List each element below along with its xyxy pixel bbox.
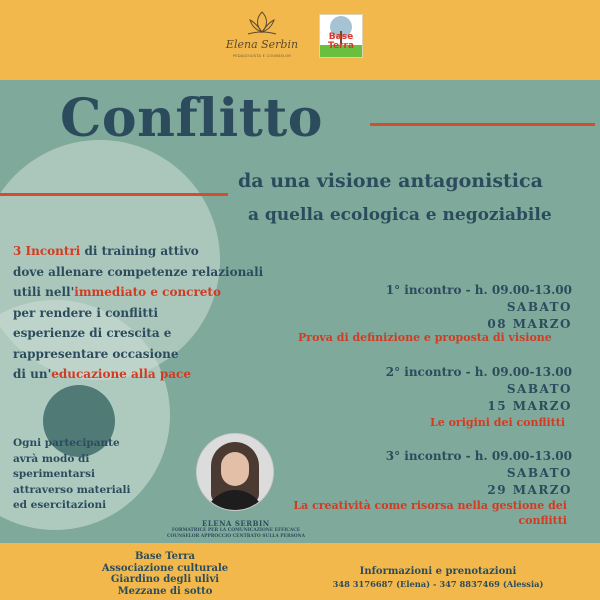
intro-line-4: per rendere i conflitti bbox=[13, 305, 159, 320]
meeting-1-topic: Prova di definizione e proposta di visione bbox=[298, 331, 552, 344]
lotus-icon bbox=[222, 8, 302, 38]
footer-phones: 348 3176687 (Elena) - 347 8837469 (Alessia) bbox=[332, 579, 544, 589]
meeting-3-header: 3° incontro - h. 09.00-13.00 bbox=[385, 449, 572, 463]
meeting-3-day: SABATO bbox=[506, 466, 572, 480]
intro-count: 3 Incontri bbox=[13, 244, 81, 258]
intro-text bbox=[13, 241, 303, 385]
meeting-1-date: 08 MARZO bbox=[487, 317, 572, 331]
footer-location-line: Base Terra bbox=[134, 551, 196, 562]
participants-line: attraverso materiali bbox=[13, 483, 131, 496]
base-terra-logo bbox=[319, 14, 363, 58]
logo-tagline: PEDAGOGISTA E COUNSELOR bbox=[232, 54, 292, 58]
meeting-2-date: 15 MARZO bbox=[487, 399, 572, 413]
footer-location-line: Giardino degli ulivi bbox=[110, 574, 220, 585]
subtitle-line-1: da una visione antagonistica bbox=[238, 170, 543, 192]
meeting-2-topic: Le origini dei conflitti bbox=[430, 416, 565, 429]
page-title: Conflitto bbox=[60, 88, 323, 149]
participants-line: avrà modo di bbox=[13, 452, 90, 465]
footer-info-heading: Informazioni e prenotazioni bbox=[359, 566, 517, 577]
intro-line-1: di training attivo bbox=[80, 244, 199, 258]
trainer-name: ELENA SERBIN bbox=[202, 519, 270, 528]
meeting-2-day: SABATO bbox=[506, 382, 572, 396]
meeting-2 bbox=[386, 364, 572, 415]
participants-line: Ogni partecipante bbox=[13, 437, 120, 449]
participants-line: ed esercitazioni bbox=[13, 499, 107, 511]
meeting-3 bbox=[386, 448, 572, 499]
logo-signature: Elena Serbin bbox=[225, 38, 299, 51]
participants-text bbox=[13, 436, 163, 514]
trainer-role-1: FORMATRICE PER LA COMUNICAZIONE EFFICACE bbox=[171, 528, 301, 533]
intro-highlight-pace: educazione alla pace bbox=[51, 367, 191, 381]
footer-location-line: Mezzane di sotto bbox=[117, 585, 213, 597]
participants-line: sperimentarsi bbox=[13, 468, 95, 480]
elena-serbin-logo bbox=[222, 8, 302, 64]
intro-line-7: di un' bbox=[13, 367, 52, 381]
subtitle-line-2: a quella ecologica e negoziabile bbox=[248, 205, 552, 225]
footer-location bbox=[100, 551, 230, 597]
meeting-2-header: 2° incontro - h. 09.00-13.00 bbox=[385, 365, 572, 379]
footer-location-line: Associazione culturale bbox=[101, 562, 229, 574]
divider-line-left bbox=[0, 193, 228, 196]
meeting-1-day: SABATO bbox=[506, 300, 572, 314]
intro-line-5: esperienze di crescita e bbox=[13, 326, 172, 340]
intro-line-6: rappresentare occasione bbox=[13, 346, 179, 361]
trainer-role bbox=[156, 528, 316, 540]
intro-line-3: utili nell' bbox=[13, 285, 75, 299]
meeting-1-header: 1° incontro - h. 09.00-13.00 bbox=[385, 283, 572, 297]
meeting-1 bbox=[386, 282, 572, 333]
trainer-photo bbox=[196, 433, 274, 511]
trainer-role-2: COUNSELOR APPROCCIO CENTRATO SULLA PERSONA bbox=[166, 534, 306, 539]
meeting-3-topic: La creatività come risorsa nella gestione dei conflitti bbox=[293, 499, 567, 527]
meeting-3-date: 29 MARZO bbox=[487, 483, 572, 497]
divider-line-right bbox=[370, 123, 595, 126]
base-logo-text: Base Terra bbox=[328, 32, 354, 51]
intro-line-2: dove allenare competenze relazionali bbox=[13, 264, 264, 279]
intro-highlight-immediato: immediato e concreto bbox=[74, 285, 221, 299]
footer-contacts bbox=[318, 566, 558, 590]
